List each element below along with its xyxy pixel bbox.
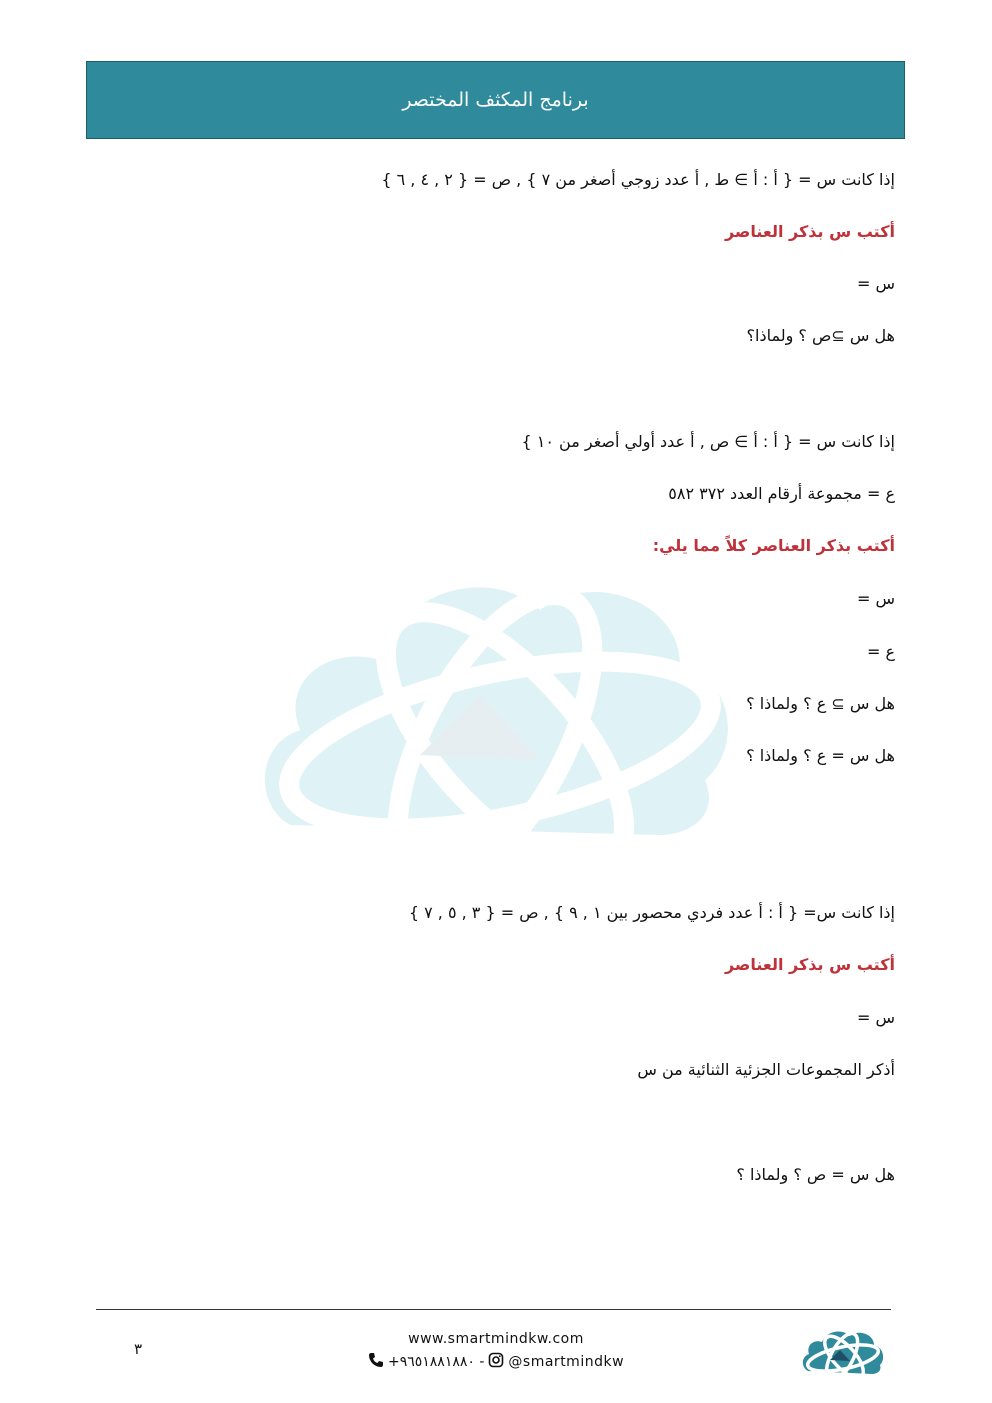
footer-instagram[interactable]: @smartmindkw [508,1354,625,1370]
phone-icon [368,1352,384,1372]
page-number: ٣ [134,1340,143,1358]
section1-answer-s: س = [856,274,895,293]
section2-instruction: أكتب بذكر العناصر كلاً مما يلي: [652,536,895,555]
section1-instruction: أكتب س بذكر العناصر [724,222,895,241]
footer-contacts [300,1352,692,1372]
section3-question: هل س = ص ؟ ولماذا ؟ [736,1165,895,1184]
page-header [86,61,905,139]
instagram-icon [488,1352,504,1372]
section2-given: إذا كانت س = { أ : أ ∋ ص , أ عدد أولي أصغر من ١٠ } [521,432,895,451]
footer-phone[interactable]: +٩٦٥١٨٨١٨٨٠ - [387,1354,485,1370]
smartmind-logo-icon [800,1327,886,1375]
section1-given: إذا كانت س = { أ : أ ∋ ط , أ عدد زوجي أصغر من ٧ } , ص = { ٢ , ٤ , ٦ } [381,170,895,189]
section2-answer-e: ع = [866,642,895,661]
section3-task: أذكر المجموعات الجزئية الثنائية من س [637,1060,895,1079]
header-title: برنامج المكثف المختصر [402,89,589,111]
section2-answer-s: س = [856,589,895,608]
section1-question: هل س ⊇ص ؟ ولماذا؟ [746,326,895,345]
section2-question1: هل س ⊇ ع ؟ ولماذا ؟ [746,694,895,713]
atom-watermark-icon [250,555,750,845]
section2-given-e: ع = مجموعة أرقام العدد ٣٧٢ ٥٨٢ [668,484,895,503]
section3-instruction: أكتب س بذكر العناصر [724,955,895,974]
section3-answer-s: س = [856,1008,895,1027]
footer-divider [96,1309,891,1310]
section3-given: إذا كانت س= { أ : أ عدد فردي محصور بين ١ , ٩ } , ص = { ٣ , ٥ , ٧ } [408,903,895,922]
footer-website[interactable]: www.smartmindkw.com [408,1331,584,1347]
section2-question2: هل س = ع ؟ ولماذا ؟ [746,746,895,765]
